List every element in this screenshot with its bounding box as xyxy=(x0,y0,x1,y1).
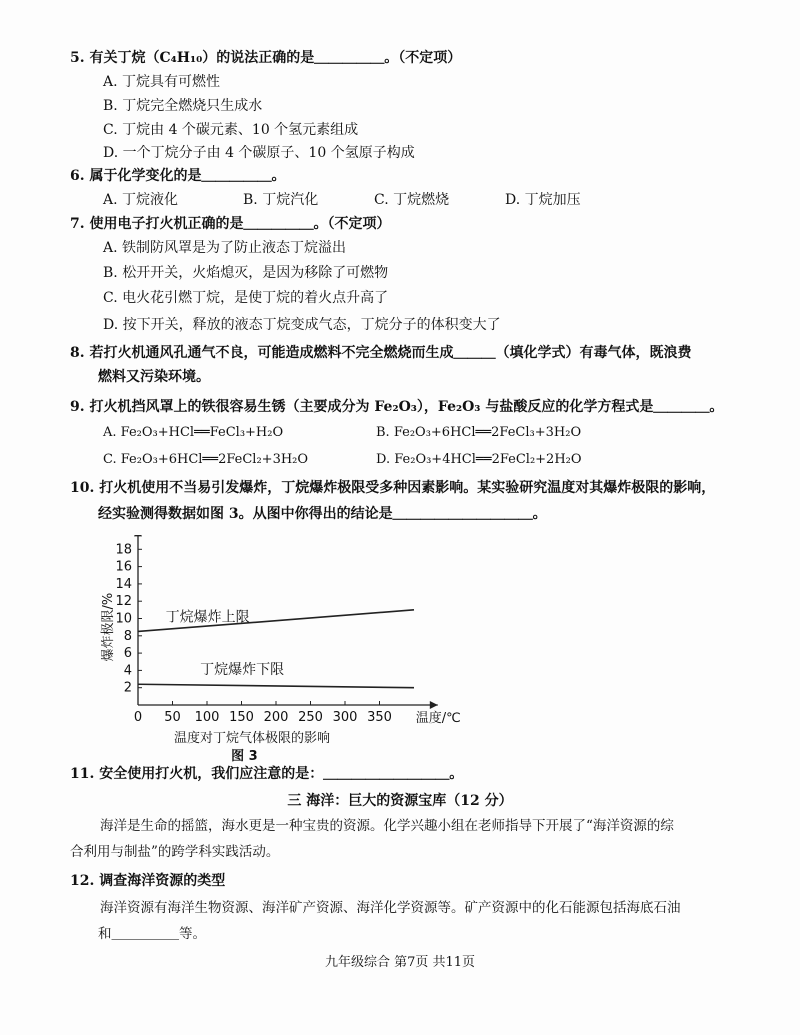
series-line-lower xyxy=(138,684,414,687)
chart-labels xyxy=(100,593,461,763)
q5-option-a: A. 丁烷具有可燃性 xyxy=(103,74,221,90)
explosion-limit-chart xyxy=(90,535,480,763)
y-tick-label: 4 xyxy=(123,663,132,679)
q8-line2: 燃料又污染环境。 xyxy=(98,369,210,385)
q5-stem: 5. 有关丁烷（C₄H₁₀）的说法正确的是＿＿＿＿＿。（不定项） xyxy=(70,50,462,66)
q8-line1: 8. 若打火机通风孔通气不良，可能造成燃料不完全燃烧而生成＿＿＿（填化学式）有毒气体，既浪费 xyxy=(70,345,692,361)
page-footer: 九年级综合 第7页 共11页 xyxy=(324,955,476,970)
q10-line2: 经实验测得数据如图 3。从图中你得出的结论是＿＿＿＿＿＿＿＿＿＿。 xyxy=(98,506,547,522)
x-tick-label: 300 xyxy=(332,710,358,725)
section-title: 三 海洋：巨大的资源宝库（12 分） xyxy=(287,793,513,809)
q9-option-c: C. Fe₂O₃+6HCl══2FeCl₂+3H₂O xyxy=(103,452,309,467)
q7-option-c: C. 电火花引燃丁烷，是使丁烷的着火点升高了 xyxy=(103,290,389,306)
q6-option-c: C. 丁烷燃烧 xyxy=(374,192,450,208)
x-axis-label: 温度/℃ xyxy=(415,711,461,726)
y-tick-label: 14 xyxy=(115,576,132,592)
q7-stem: 7. 使用电子打火机正确的是＿＿＿＿＿。（不定项） xyxy=(70,216,391,232)
x-tick-label: 250 xyxy=(298,710,323,725)
q10-line1: 10. 打火机使用不当易引发爆炸，丁烷爆炸极限受多种因素影响。某实验研究温度对其爆炸极限的影响， xyxy=(70,480,716,496)
y-axis-label: 爆炸极限/% xyxy=(101,592,116,662)
y-tick-label: 10 xyxy=(115,611,132,627)
q7-option-a: A. 铁制防风罩是为了防止液态丁烷溢出 xyxy=(103,240,347,256)
series-label-lower: 丁烷爆炸下限 xyxy=(200,662,285,679)
x-tick-label: 0 xyxy=(133,710,143,725)
q12-title: 12. 调查海洋资源的类型 xyxy=(70,873,226,889)
q9-option-a: A. Fe₂O₃+HCl══FeCl₃+H₂O xyxy=(103,425,284,440)
section-intro-line2: 合利用与制盐”的跨学科实践活动。 xyxy=(70,844,280,860)
q6-option-d: D. 丁烷加压 xyxy=(505,192,581,208)
y-tick-label: 16 xyxy=(115,559,132,575)
q12-line1: 海洋资源有海洋生物资源、海洋矿产资源、海洋化学资源等。矿产资源中的化石能源包括海底石油 xyxy=(100,900,681,916)
figure-label: 图 3 xyxy=(231,749,258,763)
q12-line2: 和＿＿＿＿＿等。 xyxy=(98,926,206,942)
y-tick-label: 2 xyxy=(123,680,132,696)
y-axis-arrow xyxy=(134,535,142,536)
q5-option-d: D. 一个丁烷分子由 4 个碳原子、10 个氢原子构成 xyxy=(103,145,415,161)
q9-option-b: B. Fe₂O₃+6HCl══2FeCl₃+3H₂O xyxy=(376,425,582,440)
x-tick-label: 100 xyxy=(194,710,220,725)
q7-option-d: D. 按下开关，释放的液态丁烷变成气态，丁烷分子的体积变大了 xyxy=(103,317,501,333)
q5-option-c: C. 丁烷由 4 个碳元素、10 个氢元素组成 xyxy=(103,122,359,138)
y-tick-label: 6 xyxy=(123,646,132,662)
q6-stem: 6. 属于化学变化的是＿＿＿＿＿。 xyxy=(70,168,286,184)
y-tick-label: 18 xyxy=(115,542,132,558)
y-tick-label: 12 xyxy=(115,594,132,610)
q7-option-b: B. 松开开关，火焰熄灭，是因为移除了可燃物 xyxy=(103,265,389,281)
x-tick-label: 50 xyxy=(164,710,181,725)
q11-stem: 11. 安全使用打火机，我们应注意的是：＿＿＿＿＿＿＿＿＿。 xyxy=(70,766,464,782)
chart-ticks xyxy=(115,542,391,725)
q9-option-d: D. Fe₂O₃+4HCl══2FeCl₂+2H₂O xyxy=(376,452,582,467)
x-axis-arrow xyxy=(430,701,438,709)
chart-caption: 温度对丁烷气体极限的影响 xyxy=(174,731,331,746)
x-tick-label: 150 xyxy=(229,710,254,725)
q6-option-a: A. 丁烷液化 xyxy=(103,192,179,208)
x-tick-label: 350 xyxy=(367,710,392,725)
series-label-upper: 丁烷爆炸上限 xyxy=(165,609,250,626)
q5-option-b: B. 丁烷完全燃烧只生成水 xyxy=(103,98,263,114)
q6-option-b: B. 丁烷汽化 xyxy=(243,192,319,208)
x-tick-label: 200 xyxy=(263,710,289,725)
q9-stem: 9. 打火机挡风罩上的铁很容易生锈（主要成分为 Fe₂O₃），Fe₂O₃ 与盐酸反应的化学方程式是＿＿＿＿。 xyxy=(70,399,724,415)
section-intro-line1: 海洋是生命的摇篮，海水更是一种宝贵的资源。化学兴趣小组在老师指导下开展了“海洋资源的综 xyxy=(100,818,674,834)
y-tick-label: 8 xyxy=(123,628,132,644)
